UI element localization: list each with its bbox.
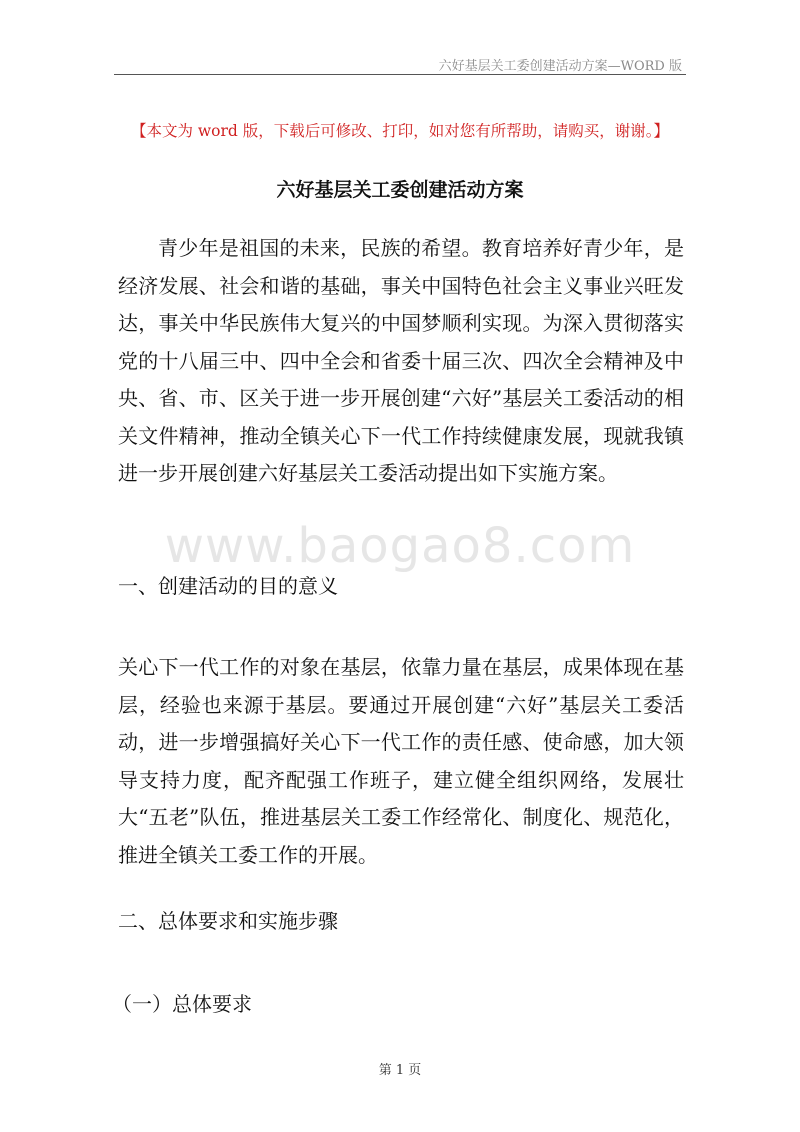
watermark: www.baogao8.com xyxy=(164,518,636,574)
section-heading-requirements: 二、总体要求和实施步骤 xyxy=(118,909,338,933)
document-title: 六好基层关工委创建活动方案 xyxy=(276,179,524,201)
section-paragraph-purpose: 关心下一代工作的对象在基层，依靠力量在基层，成果体现在基层，经验也来源于基层。要通过开展创建“六好”基层关工委活动，进一步增强搞好关心下一代工作的责任感、使命感，加大领导支持力度，配齐配强工作班子，建立健全组织网络，发展壮大“五老”队伍，推进基层关工委工作经常化、制度化、规范化，推进全镇关工委工作的开展。 xyxy=(118,655,684,867)
subsection-heading-general: （一）总体要求 xyxy=(112,992,252,1016)
intro-paragraph: 青少年是祖国的未来，民族的希望。教育培养好青少年，是经济发展、社会和谐的基础，事关中国特色社会主义事业兴旺发达，事关中华民族伟大复兴的中国梦顺利实现。为深入贯彻落实党的十八届三中、四中全会和省委十届三次、四次全会精神及中央、省、市、区关于进一步开展创建“六好”基层关工委活动的相关文件精神，推动全镇关心下一代工作持续健康发展，现就我镇进一步开展创建六好基层关工委活动提出如下实施方案。 xyxy=(118,236,684,485)
page-number: 第 1 页 xyxy=(378,1063,422,1078)
section-heading-purpose: 一、创建活动的目的意义 xyxy=(118,574,338,598)
header-divider xyxy=(114,74,686,75)
running-header: 六好基层关工委创建活动方案—WORD 版 xyxy=(438,59,682,74)
purchase-notice: 【本文为 word 版，下载后可修改、打印，如对您有所帮助，请购买，谢谢。】 xyxy=(130,122,670,140)
